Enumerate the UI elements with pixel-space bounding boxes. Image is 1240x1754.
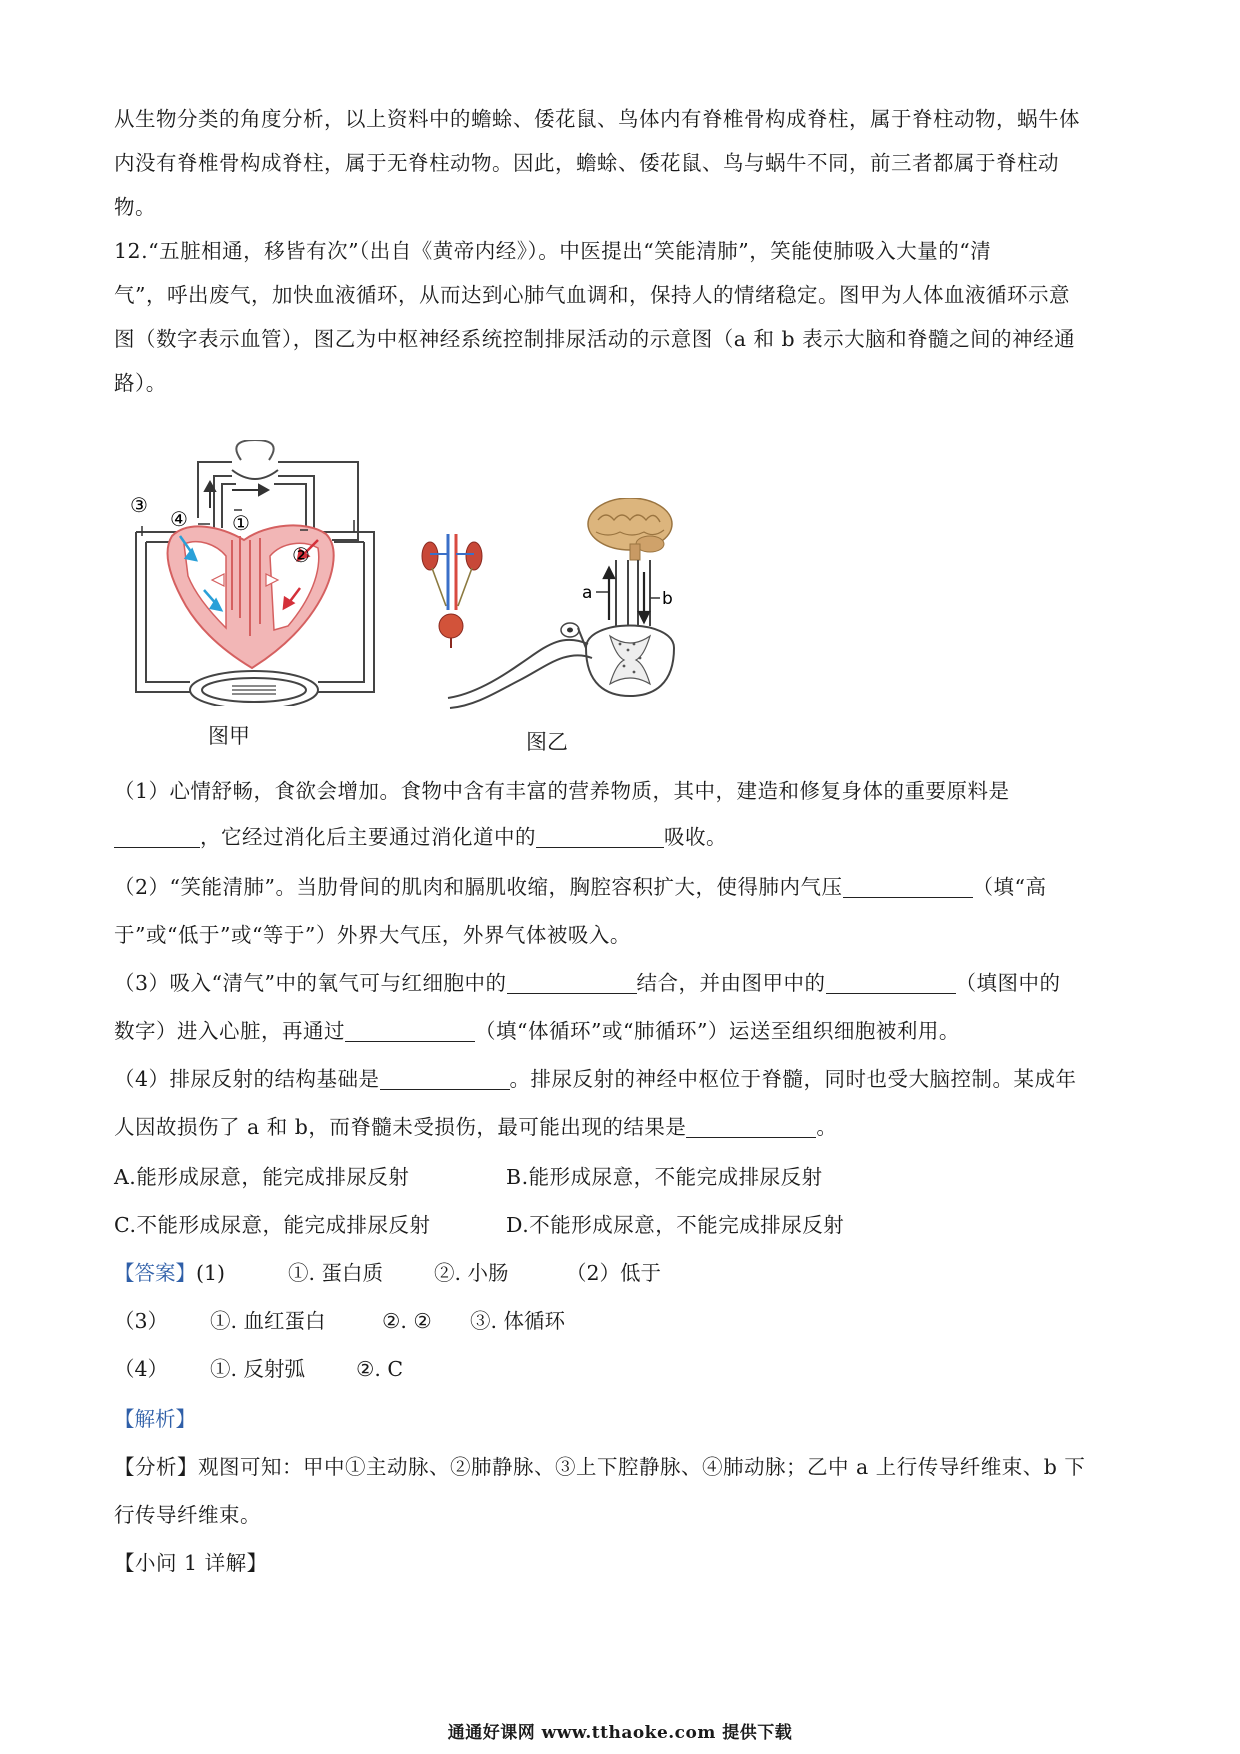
- answer-item: ②. ②: [382, 1309, 432, 1333]
- answer-item: ①. 反射弧: [210, 1357, 306, 1381]
- option-c[interactable]: C.不能形成尿意，能完成排尿反射: [114, 1213, 431, 1237]
- intro-line: 内没有脊椎骨构成脊柱，属于无脊柱动物。因此，蟾蜍、倭花鼠、鸟与蜗牛不同，前三者都属于脊柱动: [114, 151, 1059, 175]
- answer-row-3-number: （4）: [114, 1357, 169, 1381]
- subquestion-3-line: 数字）进入心脏，再通过 （填“体循环”或“肺循环”）运送至组织细胞被利用。: [114, 1019, 960, 1043]
- answer-item: ①. 蛋白质: [288, 1261, 384, 1285]
- answer-blank[interactable]: [345, 1019, 475, 1042]
- analysis-tag: 【解析】: [114, 1407, 196, 1431]
- label-3: ③: [130, 493, 148, 517]
- page-footer: 通通好课网 www.tthaoke.com 提供下载: [447, 1723, 793, 1743]
- answer-blank[interactable]: [536, 825, 664, 848]
- label-1: ①: [232, 511, 250, 535]
- answer-item: ③. 体循环: [470, 1309, 566, 1333]
- analysis-line: 【分析】观图可知：甲中①主动脉、②肺静脉、③上下腔静脉、④肺动脉；乙中 a 上行传导纤维束、b 下: [114, 1455, 1086, 1479]
- option-d[interactable]: D.不能形成尿意，不能完成排尿反射: [506, 1213, 845, 1237]
- intro-line: 物。: [114, 195, 156, 219]
- option-b[interactable]: B.能形成尿意，不能完成排尿反射: [506, 1165, 823, 1189]
- answer-item: ②. 小肠: [434, 1261, 509, 1285]
- label-a: a: [582, 583, 593, 603]
- answer-tag: 【答案】: [114, 1261, 196, 1285]
- answer-blank[interactable]: [826, 971, 956, 994]
- question-stem-line: 路）。: [114, 371, 167, 395]
- subquestion-2-line: （2）“笑能清肺”。当肋骨间的肌肉和膈肌收缩，胸腔容积扩大，使得肺内气压 （填“高: [114, 875, 1047, 899]
- spinal-cord-icon: [586, 626, 674, 697]
- label-4: ④: [170, 507, 188, 531]
- answer-blank[interactable]: [380, 1067, 510, 1090]
- intro-line: 从生物分类的角度分析，以上资料中的蟾蜍、倭花鼠、鸟体内有脊椎骨构成脊柱，属于脊柱动物，蜗牛体: [114, 107, 1080, 131]
- answer-blank[interactable]: [843, 875, 973, 898]
- label-2: ②: [292, 543, 310, 567]
- answer-item: ①. 血红蛋白: [210, 1309, 326, 1333]
- subquestion-4-line: （4）排尿反射的结构基础是 。排尿反射的神经中枢位于脊髓，同时也受大脑控制。某成年: [114, 1067, 1077, 1091]
- detail-heading: 【小问 1 详解】: [114, 1551, 268, 1575]
- subquestion-1-line: （1）心情舒畅，食欲会增加。食物中含有丰富的营养物质，其中，建造和修复身体的重要原料是: [114, 779, 1010, 803]
- answer-item: ②. C: [356, 1357, 404, 1381]
- label-b: b: [662, 589, 673, 609]
- urination-control-diagram: [420, 498, 680, 720]
- brain-icon: [588, 498, 672, 560]
- blood-circulation-diagram: [128, 440, 380, 706]
- question-stem-line: 12.“五脏相通，移皆有次”（出自《黄帝内经》）。中医提出“笑能清肺”，笑能使肺吸入大量的“清: [114, 239, 992, 263]
- question-stem-line: 气”，呼出废气，加快血液循环，从而达到心肺气血调和，保持人的情绪稳定。图甲为人体血液循环示意: [114, 283, 1070, 307]
- question-stem-line: 图（数字表示血管），图乙为中枢神经系统控制排尿活动的示意图（a 和 b 表示大脑和脊髓之间的神经通: [114, 327, 1076, 351]
- subquestion-3-line: （3）吸入“清气”中的氧气可与红细胞中的 结合，并由图甲中的 （填图中的: [114, 971, 1061, 995]
- figure-caption-jia: 图甲: [208, 724, 250, 748]
- answer-blank[interactable]: [114, 825, 200, 848]
- urinary-system-icon: [422, 534, 482, 648]
- answer-blank[interactable]: [507, 971, 637, 994]
- option-a[interactable]: A.能形成尿意，能完成排尿反射: [114, 1165, 410, 1189]
- answer-blank[interactable]: [686, 1115, 816, 1138]
- answer-row-2-number: （3）: [114, 1309, 169, 1333]
- subquestion-2-line: 于”或“低于”或“等于”）外界大气压，外界气体被吸入。: [114, 923, 631, 947]
- subquestion-1-line: ，它经过消化后主要通过消化道中的 吸收。: [114, 822, 1126, 852]
- subquestion-4-line: 人因故损伤了 a 和 b，而脊髓未受损伤，最可能出现的结果是 。: [114, 1115, 838, 1139]
- figure-caption-yi: 图乙: [526, 730, 568, 754]
- answer-row-1: 【答案】(1): [114, 1261, 226, 1285]
- analysis-line: 行传导纤维束。: [114, 1503, 261, 1527]
- answer-item: （2）低于: [566, 1261, 662, 1285]
